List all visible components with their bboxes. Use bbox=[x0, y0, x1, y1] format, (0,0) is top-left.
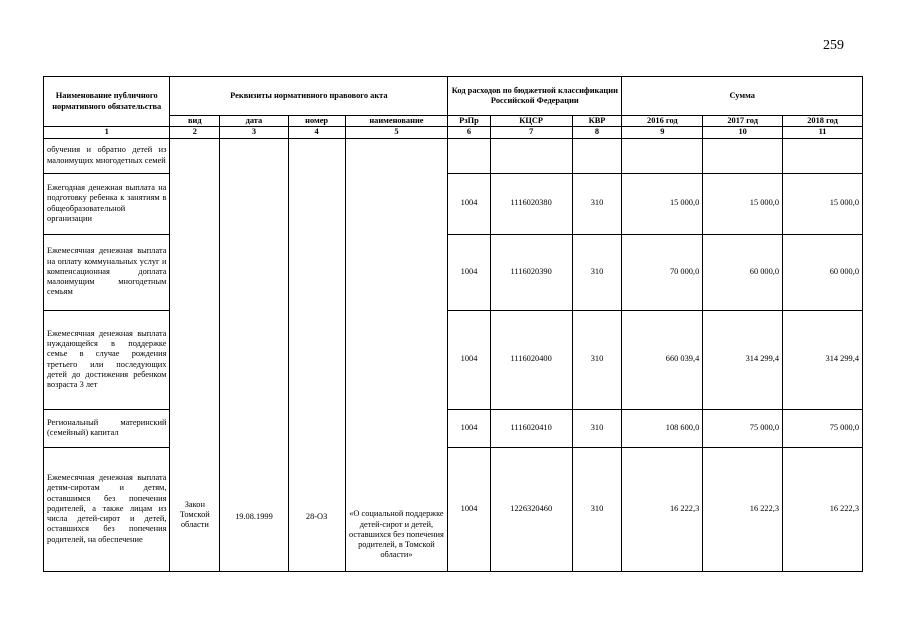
rzpr: 1004 bbox=[448, 447, 491, 571]
kcsr: 1226320460 bbox=[490, 447, 572, 571]
kvr: 310 bbox=[572, 173, 622, 234]
header-kcsr: КЦСР bbox=[490, 116, 572, 127]
act-number: 28-ОЗ bbox=[288, 138, 345, 571]
header-2016: 2016 год bbox=[622, 116, 703, 127]
sum-2018 bbox=[783, 138, 863, 173]
header-obligation-name: Наименование публичного нормативного обязательства bbox=[44, 77, 170, 127]
obligation-name: Ежемесячная денежная выплата на оплату коммунальных услуг и компенсационная доплата малоимущим многодетным семьям bbox=[44, 234, 170, 310]
kcsr: 1116020410 bbox=[490, 409, 572, 447]
sum-2018: 15 000,0 bbox=[783, 173, 863, 234]
column-number: 2 bbox=[170, 127, 220, 138]
column-number: 10 bbox=[703, 127, 783, 138]
header-vid: вид bbox=[170, 116, 220, 127]
table-row bbox=[44, 310, 863, 409]
table-row bbox=[44, 234, 863, 310]
kvr: 310 bbox=[572, 234, 622, 310]
budget-obligations-table bbox=[43, 76, 863, 572]
obligation-name: Региональный материнский (семейный) капитал bbox=[44, 409, 170, 447]
column-number: 5 bbox=[345, 127, 448, 138]
obligation-name: Ежегодная денежная выплата на подготовку ребенка к занятиям в общеобразовательной организации bbox=[44, 173, 170, 234]
rzpr bbox=[448, 138, 491, 173]
header-act-name: наименование bbox=[345, 116, 448, 127]
column-number: 3 bbox=[220, 127, 288, 138]
sum-2016: 108 600,0 bbox=[622, 409, 703, 447]
sum-2017 bbox=[703, 138, 783, 173]
sum-2016: 660 039,4 bbox=[622, 310, 703, 409]
kcsr: 1116020390 bbox=[490, 234, 572, 310]
kcsr bbox=[490, 138, 572, 173]
column-number: 9 bbox=[622, 127, 703, 138]
sum-2018: 16 222,3 bbox=[783, 447, 863, 571]
header-date: дата bbox=[220, 116, 288, 127]
act-date: 19.08.1999 bbox=[220, 138, 288, 571]
kvr: 310 bbox=[572, 409, 622, 447]
header-requisites: Реквизиты нормативного правового акта bbox=[170, 77, 448, 116]
sum-2016: 16 222,3 bbox=[622, 447, 703, 571]
act-title: «О социальной поддержке детей-сирот и детей, оставшихся без попечения родителей, в Томской области» bbox=[345, 138, 448, 571]
sum-2018: 75 000,0 bbox=[783, 409, 863, 447]
header-number: номер bbox=[288, 116, 345, 127]
header-2017: 2017 год bbox=[703, 116, 783, 127]
page-number: 259 bbox=[823, 38, 844, 53]
obligation-name: Ежемесячная денежная выплата детям-сиротам и детям, оставшимся без попечения родителей, а также лицам из числа детей-сирот и детей, оставшихся без попечения родителей, на обеспечение bbox=[44, 447, 170, 571]
sum-2017: 75 000,0 bbox=[703, 409, 783, 447]
kvr: 310 bbox=[572, 447, 622, 571]
header-rzpr: РзПр bbox=[448, 116, 491, 127]
header-kvr: КВР bbox=[572, 116, 622, 127]
sum-2016: 70 000,0 bbox=[622, 234, 703, 310]
column-number: 8 bbox=[572, 127, 622, 138]
column-number: 1 bbox=[44, 127, 170, 138]
table-row bbox=[44, 138, 863, 173]
sum-2017: 15 000,0 bbox=[703, 173, 783, 234]
rzpr: 1004 bbox=[448, 310, 491, 409]
header-budget-code: Код расходов по бюджетной классификации Российской Федерации bbox=[448, 77, 622, 116]
column-number: 6 bbox=[448, 127, 491, 138]
rzpr: 1004 bbox=[448, 173, 491, 234]
column-number: 4 bbox=[288, 127, 345, 138]
kvr: 310 bbox=[572, 310, 622, 409]
sum-2017: 314 299,4 bbox=[703, 310, 783, 409]
obligation-name: Ежемесячная денежная выплата нуждающейся в поддержке семье в случае рождения третьего или последующих детей до достижения ребенком возраста 3 лет bbox=[44, 310, 170, 409]
rzpr: 1004 bbox=[448, 234, 491, 310]
sum-2016: 15 000,0 bbox=[622, 173, 703, 234]
table-row bbox=[44, 447, 863, 571]
sum-2017: 16 222,3 bbox=[703, 447, 783, 571]
header-sum: Сумма bbox=[622, 77, 863, 116]
table-row bbox=[44, 173, 863, 234]
column-number: 11 bbox=[783, 127, 863, 138]
obligation-name: обучения и обратно детей из малоимущих многодетных семей bbox=[44, 138, 170, 173]
sum-2018: 314 299,4 bbox=[783, 310, 863, 409]
kcsr: 1116020380 bbox=[490, 173, 572, 234]
rzpr: 1004 bbox=[448, 409, 491, 447]
column-number: 7 bbox=[490, 127, 572, 138]
header-2018: 2018 год bbox=[783, 116, 863, 127]
sum-2016 bbox=[622, 138, 703, 173]
sum-2018: 60 000,0 bbox=[783, 234, 863, 310]
sum-2017: 60 000,0 bbox=[703, 234, 783, 310]
kvr bbox=[572, 138, 622, 173]
act-type: Закон Томской области bbox=[170, 138, 220, 571]
table-row bbox=[44, 409, 863, 447]
kcsr: 1116020400 bbox=[490, 310, 572, 409]
